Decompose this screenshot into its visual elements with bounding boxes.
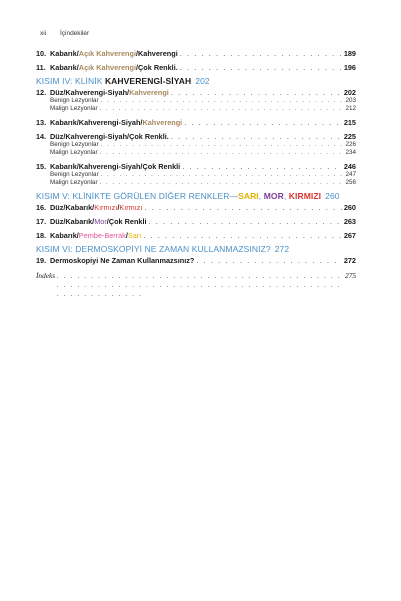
entry-page: 202 bbox=[343, 88, 356, 97]
index-label: İndeks bbox=[36, 271, 56, 280]
dot-leader bbox=[196, 256, 341, 265]
running-head bbox=[40, 30, 89, 37]
entry-title: Kabarık/Pembe-Berrak/Sarı bbox=[50, 231, 142, 240]
entry-page: 215 bbox=[343, 118, 356, 127]
entry-number: 19. bbox=[36, 256, 47, 265]
entry-title: Düz/Kahverengi-Siyah/Kahverengi bbox=[50, 88, 169, 97]
part-page: 260 bbox=[325, 191, 340, 201]
entry-title: Düz/Kabarık/Mor/Çok Renkli bbox=[50, 217, 147, 226]
entry-page: 189 bbox=[343, 49, 356, 58]
toc-entry-15[interactable] bbox=[36, 162, 356, 171]
dot-leader bbox=[182, 162, 342, 171]
toc-subentry[interactable]: Benign Lezyonlar . . . 247 bbox=[36, 171, 356, 179]
entry-page: 272 bbox=[343, 256, 356, 265]
part-heading-6[interactable]: KISIM VI: DERMOSKOPİYİ NE ZAMAN KULLANMAZSINIZ? 272 bbox=[36, 244, 290, 254]
part-heading-4[interactable]: KISIM IV: KLİNİK KAHVERENGİ-SİYAH 202 bbox=[36, 76, 210, 86]
toc-entry-11[interactable] bbox=[36, 63, 356, 72]
dot-leader bbox=[171, 132, 342, 141]
toc-entry-18[interactable] bbox=[36, 231, 356, 240]
toc-subentry[interactable]: Malign Lezyonlar . . . 212 bbox=[36, 105, 356, 113]
dot-leader bbox=[144, 203, 341, 212]
entry-page: 267 bbox=[343, 231, 356, 240]
dot-leader bbox=[180, 63, 342, 72]
entry-page: 225 bbox=[343, 132, 356, 141]
part-heading-5[interactable]: KISIM V: KLİNİKTE GÖRÜLEN DİĞER RENKLER—SARI, MOR, KIRMIZI 260 bbox=[36, 191, 340, 201]
table-of-contents bbox=[36, 49, 356, 298]
entry-title: Düz/Kahverengi-Siyah/Çok Renkli. bbox=[50, 132, 169, 141]
dot-leader bbox=[143, 231, 342, 240]
toc-entry-index[interactable] bbox=[36, 271, 356, 298]
page-number: xii bbox=[40, 30, 47, 37]
toc-entry-13[interactable] bbox=[36, 118, 356, 127]
dot-leader bbox=[184, 118, 342, 127]
entry-number: 13. bbox=[36, 118, 47, 127]
dot-leader bbox=[180, 49, 342, 58]
toc-entry-14[interactable] bbox=[36, 132, 356, 141]
dot-leader bbox=[57, 271, 343, 298]
entry-number: 17. bbox=[36, 217, 47, 226]
entry-page: 260 bbox=[343, 203, 356, 212]
dot-leader bbox=[171, 88, 342, 97]
entry-page: 263 bbox=[343, 217, 356, 226]
toc-entry-12[interactable] bbox=[36, 88, 356, 97]
entry-number: 18. bbox=[36, 231, 47, 240]
part-page: 272 bbox=[274, 244, 290, 254]
entry-page: 246 bbox=[343, 162, 356, 171]
toc-subentry[interactable]: Malign Lezyonlar . . . 256 bbox=[36, 179, 356, 187]
running-title: İçindekiler bbox=[59, 30, 90, 37]
entry-title: Kabarık/Açık Kahverengi/Çok Renkli. bbox=[50, 63, 178, 72]
toc-subentry[interactable]: Benign Lezyonlar . . . 226 bbox=[36, 141, 356, 149]
toc-entry-16[interactable] bbox=[36, 203, 356, 212]
entry-title: Kabarık/Kahverengi-Siyah/Çok Renkli bbox=[50, 162, 181, 171]
entry-number: 12. bbox=[36, 88, 47, 97]
entry-number: 10. bbox=[36, 49, 47, 58]
toc-entry-19[interactable] bbox=[36, 256, 356, 265]
part-page: 202 bbox=[195, 76, 210, 86]
entry-title: Kabarık/Kahverengi-Siyah/Kahverengi bbox=[50, 118, 183, 127]
dot-leader bbox=[149, 217, 342, 226]
toc-subentry[interactable]: Benign Lezyonlar . . . 203 bbox=[36, 97, 356, 105]
entry-number: 15. bbox=[36, 162, 47, 171]
entry-title: Kabarık/Açık Kahverengi/Kahverengi bbox=[50, 49, 178, 58]
entry-number: 16. bbox=[36, 203, 47, 212]
toc-subentry[interactable]: Malign Lezyonlar . . . 234 bbox=[36, 149, 356, 157]
index-page: 275 bbox=[345, 271, 356, 280]
entry-number: 11. bbox=[36, 63, 46, 72]
entry-number: 14. bbox=[36, 132, 47, 141]
toc-entry-17[interactable] bbox=[36, 217, 356, 226]
entry-title: Düz/Kabarık/Kırmızı/Kırmızı bbox=[50, 203, 143, 212]
entry-title: Dermoskopiyi Ne Zaman Kullanmazsınız? bbox=[50, 256, 195, 265]
entry-page: 196 bbox=[343, 63, 356, 72]
toc-entry-10[interactable] bbox=[36, 49, 356, 58]
